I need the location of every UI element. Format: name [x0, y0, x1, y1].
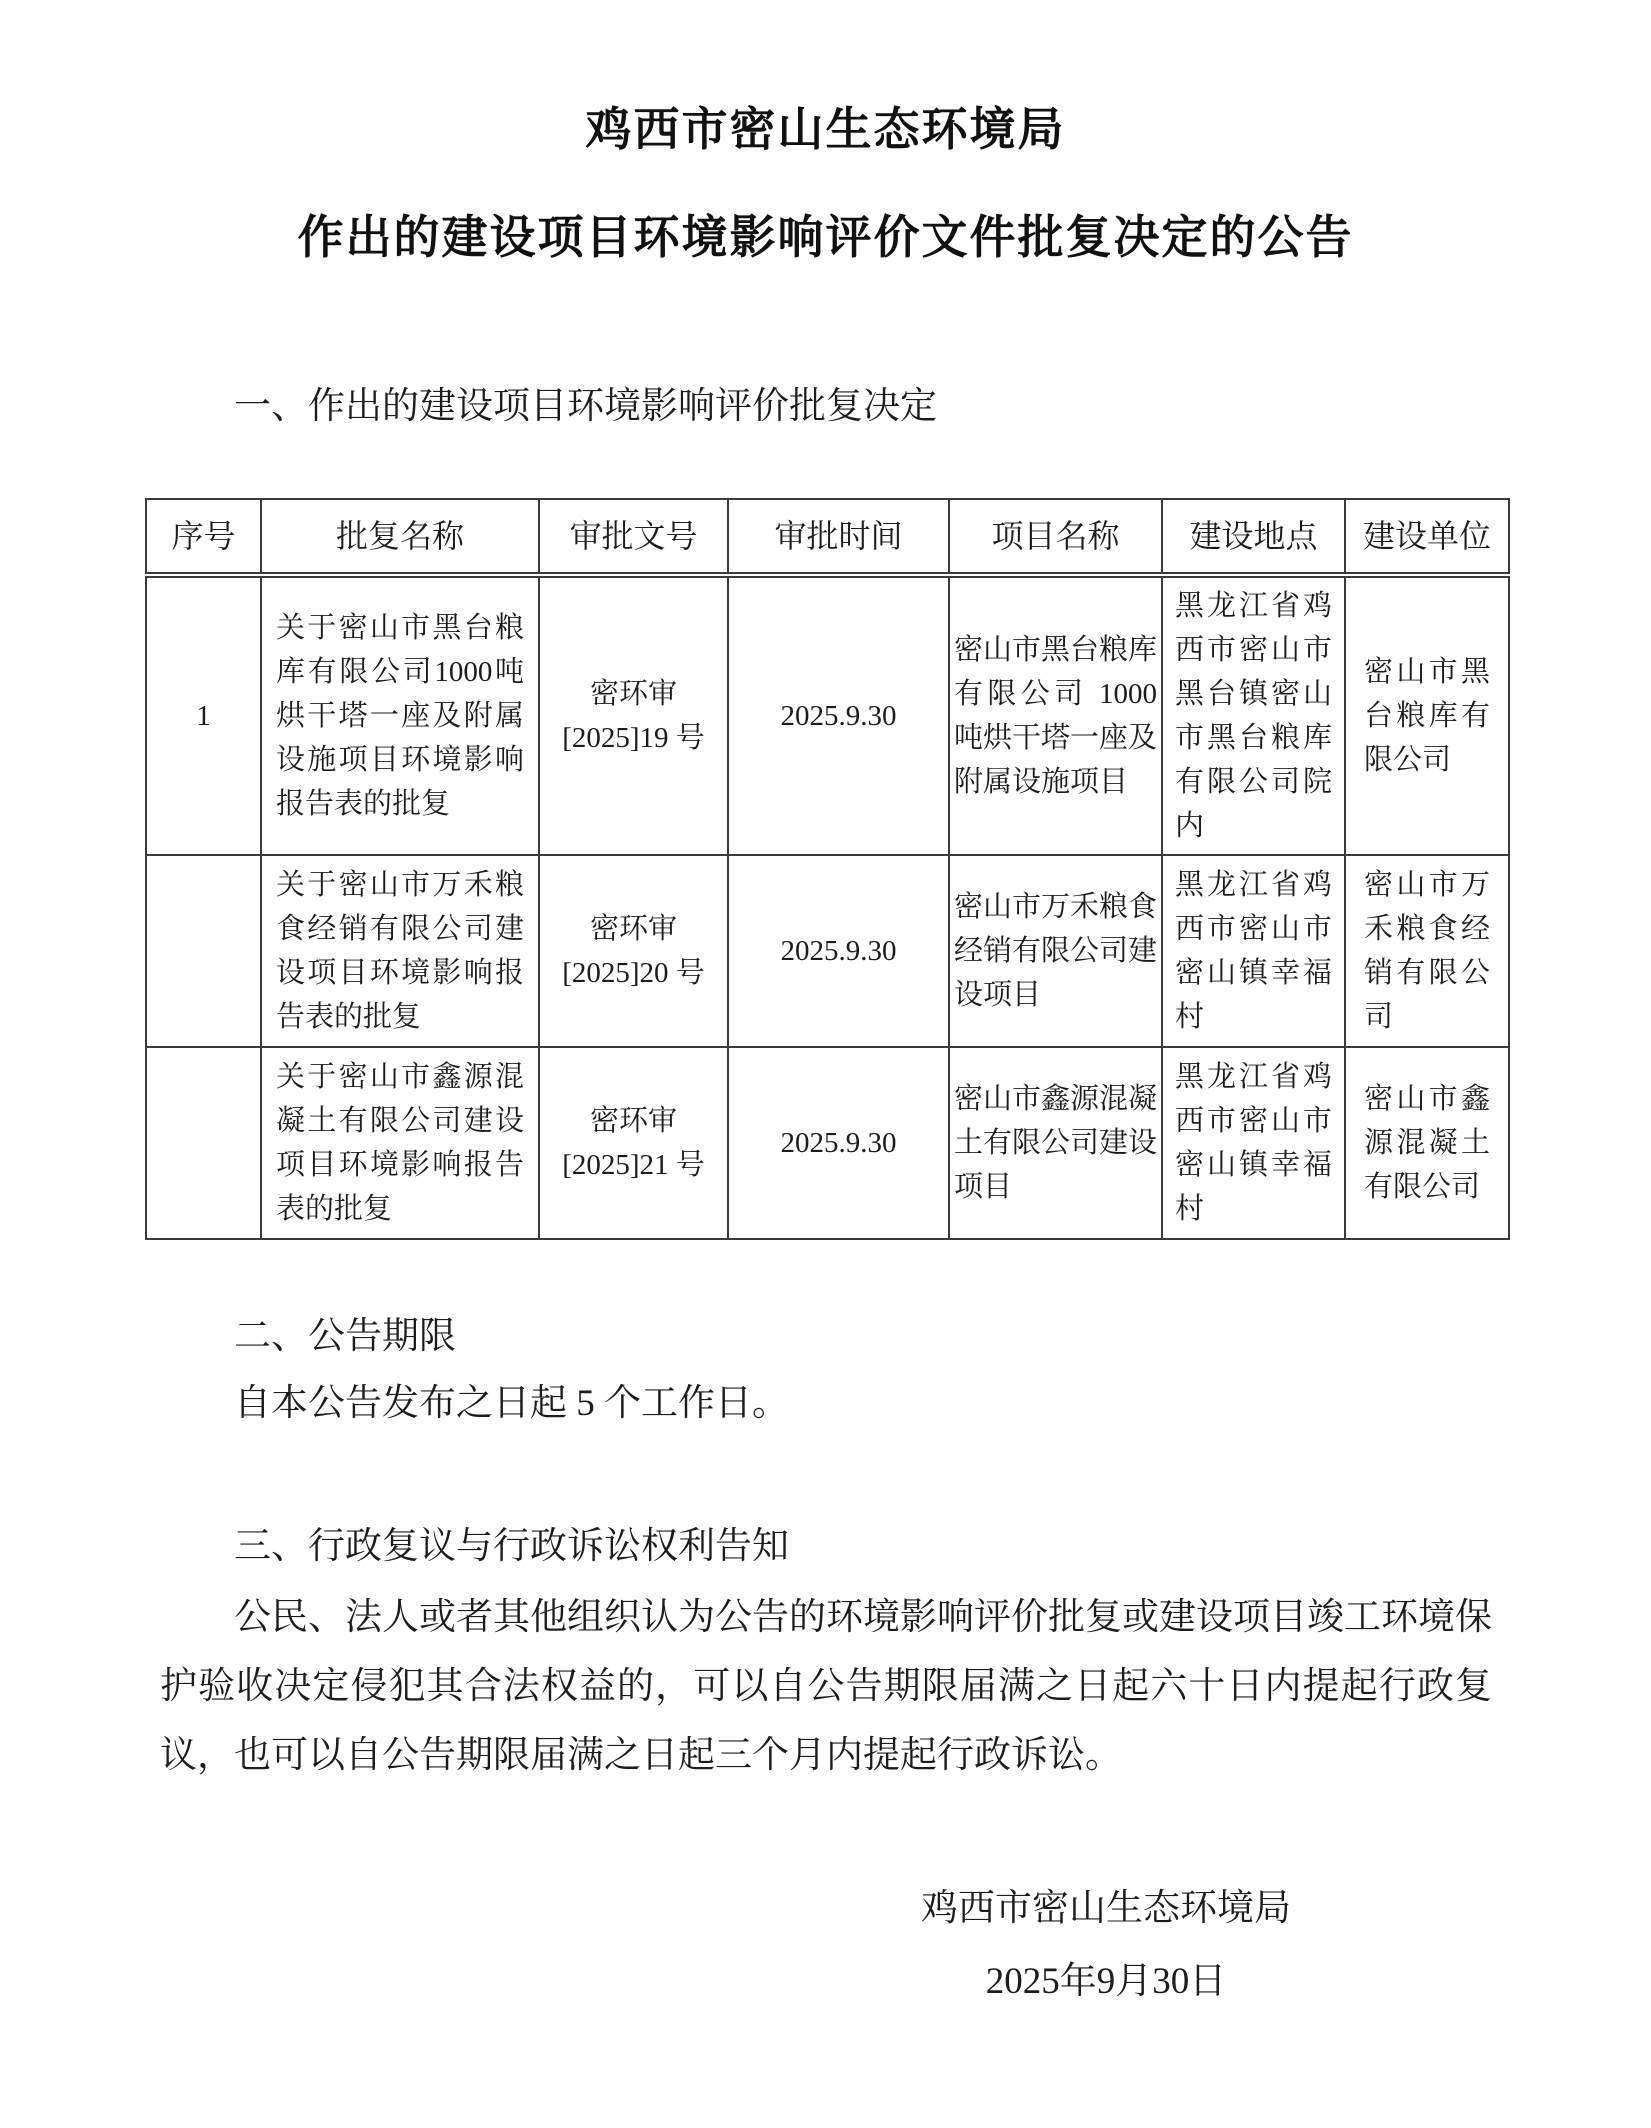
- doc-no-line2: [2025]21 号: [562, 1149, 705, 1181]
- approval-decisions-table: [145, 498, 1510, 1240]
- header-seq: 序号: [146, 499, 261, 575]
- cell-seq: [146, 1047, 261, 1239]
- signature-organization: 鸡西市密山生态环境局: [921, 1888, 1291, 1929]
- section3-heading: 三、行政复议与行政诉讼权利告知: [234, 1526, 789, 1567]
- document-title-line2: 作出的建设项目环境影响评价文件批复决定的公告: [297, 212, 1354, 263]
- cell-approval-name: 关于密山市鑫源混凝土有限公司建设项目环境影响报告表的批复: [261, 1047, 539, 1239]
- cell-project-name: 密山市万禾粮食经销有限公司建设项目: [949, 855, 1162, 1047]
- cell-approval-date: 2025.9.30: [728, 855, 949, 1047]
- cell-location: 黑龙江省鸡西市密山市黑台镇密山市黑台粮库有限公司院内: [1162, 575, 1345, 855]
- header-approval-date: 审批时间: [728, 499, 949, 575]
- section1-heading: 一、作出的建设项目环境影响评价批复决定: [234, 386, 937, 427]
- doc-no-line2: [2025]19 号: [562, 722, 705, 754]
- cell-location: 黑龙江省鸡西市密山市密山镇幸福村: [1162, 1047, 1345, 1239]
- document-title-line1: 鸡西市密山生态环境局: [585, 104, 1066, 155]
- header-approval-name: 批复名称: [261, 499, 539, 575]
- header-location: 建设地点: [1162, 499, 1345, 575]
- header-doc-no: 审批文号: [539, 499, 728, 575]
- cell-doc-no: [539, 855, 728, 1047]
- table-header-row: [146, 499, 1509, 575]
- doc-no-line2: [2025]20 号: [562, 957, 705, 989]
- cell-seq: 1: [146, 575, 261, 855]
- doc-no-line1: 密环审: [589, 678, 677, 710]
- cell-approval-name: 关于密山市万禾粮食经销有限公司建设项目环境影响报告表的批复: [261, 855, 539, 1047]
- cell-unit: 密山市鑫源混凝土有限公司: [1345, 1047, 1509, 1239]
- header-unit: 建设单位: [1345, 499, 1509, 575]
- header-project-name: 项目名称: [949, 499, 1162, 575]
- cell-location: 黑龙江省鸡西市密山市密山镇幸福村: [1162, 855, 1345, 1047]
- cell-doc-no: [539, 1047, 728, 1239]
- cell-approval-name: 关于密山市黑台粮库有限公司1000吨烘干塔一座及附属设施项目环境影响报告表的批复: [261, 575, 539, 855]
- table-row: [146, 855, 1509, 1047]
- table-row: [146, 1047, 1509, 1239]
- cell-project-name: 密山市鑫源混凝土有限公司建设项目: [949, 1047, 1162, 1239]
- cell-doc-no: [539, 575, 728, 855]
- section3-body: 公民、法人或者其他组织认为公告的环境影响评价批复或建设项目竣工环境保护验收决定侵犯其合法权益的，可以自公告期限届满之日起六十日内提起行政复议，也可以自公告期限届满之日起三个月内提起行政诉讼。: [160, 1597, 1492, 1776]
- section2-body: 自本公告发布之日起 5 个工作日。: [234, 1383, 789, 1424]
- doc-no-line1: 密环审: [589, 913, 677, 945]
- table-row: [146, 575, 1509, 855]
- cell-approval-date: 2025.9.30: [728, 575, 949, 855]
- signature-date: 2025年9月30日: [985, 1961, 1227, 2002]
- section2-heading: 二、公告期限: [234, 1316, 456, 1357]
- cell-unit: 密山市黑台粮库有限公司: [1345, 575, 1509, 855]
- cell-seq: [146, 855, 261, 1047]
- cell-approval-date: 2025.9.30: [728, 1047, 949, 1239]
- doc-no-line1: 密环审: [589, 1105, 677, 1137]
- cell-project-name: 密山市黑台粮库有限公司 1000吨烘干塔一座及附属设施项目: [949, 575, 1162, 855]
- cell-unit: 密山市万禾粮食经销有限公司: [1345, 855, 1509, 1047]
